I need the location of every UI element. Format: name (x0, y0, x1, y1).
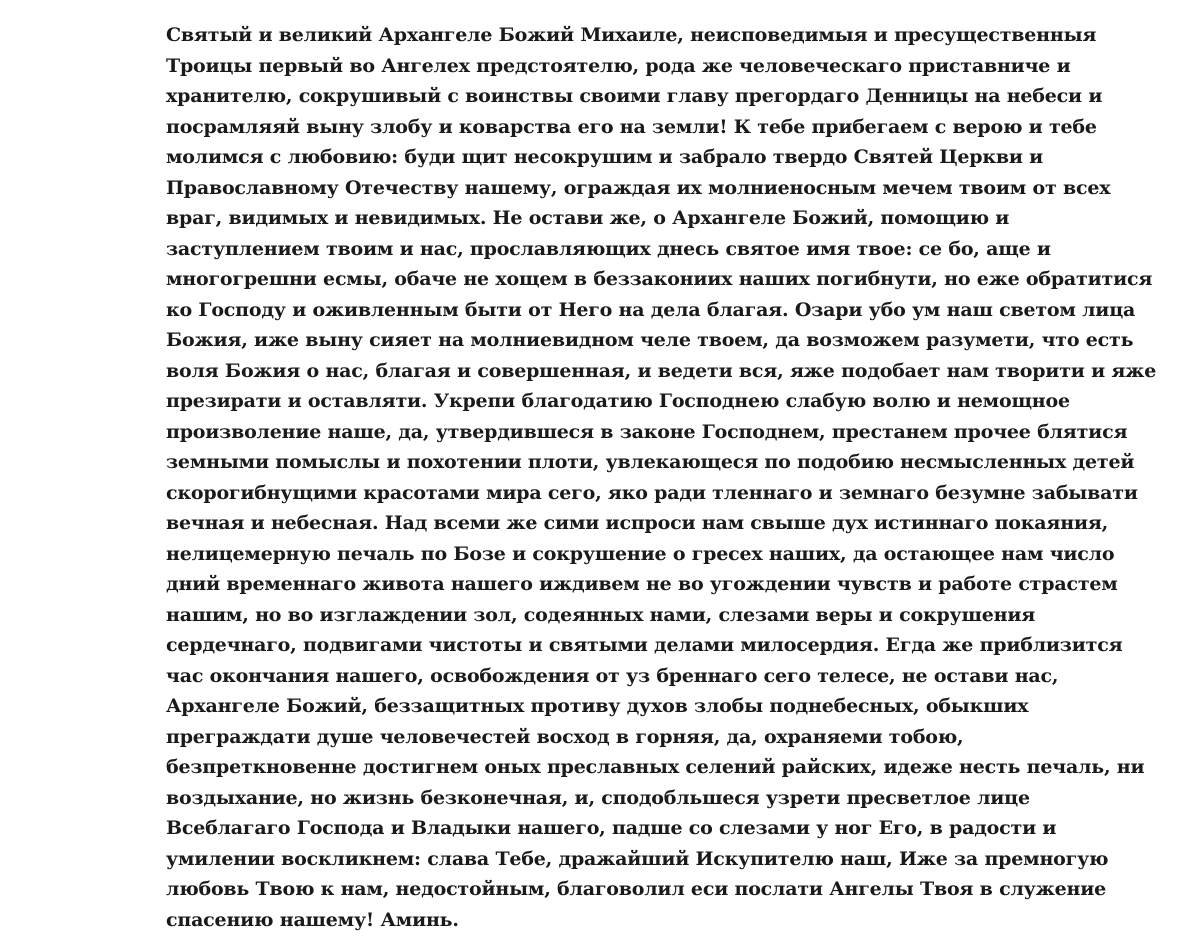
text-line: умилении воскликнем: слава Тебе, дражайший Искупителю наш, Иже за премногую (166, 847, 1109, 870)
text-line: сердечнаго, подвигами чистоты и святыми делами милосердия. Егда же приблизится (166, 634, 1123, 656)
text-line: многогрешни есмы, обаче не хощем в беззакониих наших погибнути, но еже обратитися (166, 268, 1153, 290)
text-line: презирати и оставляти. Укрепи благодатию Господнею слабую волю и немощное (166, 390, 1070, 412)
text-line: безпреткновенне достигнем оных преславных селений райских, идеже несть печаль, ни (166, 756, 1145, 778)
text-line: Православному Отечеству нашему, ограждая их молниеносным мечем твоим от всех (166, 176, 1111, 199)
text-line: преграждати душе человечестей восход в горняя, да, охраняеми тобою, (166, 725, 964, 748)
text-line: Троицы первый во Ангелех предстоятелю, рода же человеческаго приставниче и (166, 54, 1071, 77)
text-line: враг, видимых и невидимых. Не остави же, о Архангеле Божий, помощию и (166, 207, 1010, 229)
text-line: воздыхание, но жизнь безконечная, и, сподобльшеся узрети пресветлое лице (166, 786, 1030, 809)
text-line: произволение наше, да, утвердившеся в законе Господнем, престанем прочее блятися (166, 420, 1128, 443)
text-line: заступлением твоим и нас, прославляющих днесь святое имя твое: се бо, аще и (166, 237, 1051, 260)
text-line: Божия, иже выну сияет на молниевидном челе твоем, да возможем разумети, что есть (166, 329, 1134, 351)
text-line: посрамляяй выну злобу и коварства его на земли! К тебе прибегаем с верою и тебе (166, 115, 1097, 138)
text-line: нашим, но во изглаждении зол, содеянных нами, слезами веры и сокрушения (166, 603, 1036, 626)
text-line: час окончания нашего, освобождения от уз бреннаго сего телесе, не остави нас, (166, 664, 1059, 687)
text-line: нелицемерную печаль по Бозе и сокрушение о гресех наших, да остающее нам число (166, 542, 1115, 565)
text-line: Архангеле Божий, беззащитных противу духов злобы поднебесных, обыкших (166, 695, 1029, 717)
text-line: хранителю, сокрушивый с воинствы своими главу прегордаго Денницы на небеси и (166, 85, 1103, 107)
text-line: молимся с любовию: буди щит несокрушим и забрало твердо Святей Церкви и (166, 146, 1044, 168)
text-line: вечная и небесная. Над всеми же сими испроси нам свыше дух истиннаго покаяния, (166, 512, 1109, 534)
text-line: скорогибнущими красотами мира сего, яко ради тленнаго и земнаго безумне забывати (166, 481, 1138, 504)
text-line: воля Божия о нас, благая и совершенная, и ведети вся, яже подобает нам творити и яже (166, 359, 1157, 382)
text-line: Святый и великий Архангеле Божий Михаиле, неисповедимыя и пресущественныя (166, 24, 1097, 46)
text-line: ко Господу и оживленным быти от Него на дела благая. Озари убо ум наш светом лица (166, 298, 1136, 321)
text-line: дний временнаго живота нашего иждивем не во угождении чувств и работе страстем (166, 573, 1118, 595)
prayer-text (166, 20, 1166, 935)
text-line: земными помыслы и похотении плоти, увлекающеся по подобию несмысленных детей (166, 451, 1135, 473)
text-line: спасению нашему! Аминь. (166, 908, 459, 931)
text-line: любовь Твою к нам, недостойным, благоволил еси послати Ангелы Твоя в служение (166, 878, 1106, 900)
text-line: Всеблагаго Господа и Владыки нашего, падше со слезами у ног Его, в радости и (166, 817, 1057, 839)
